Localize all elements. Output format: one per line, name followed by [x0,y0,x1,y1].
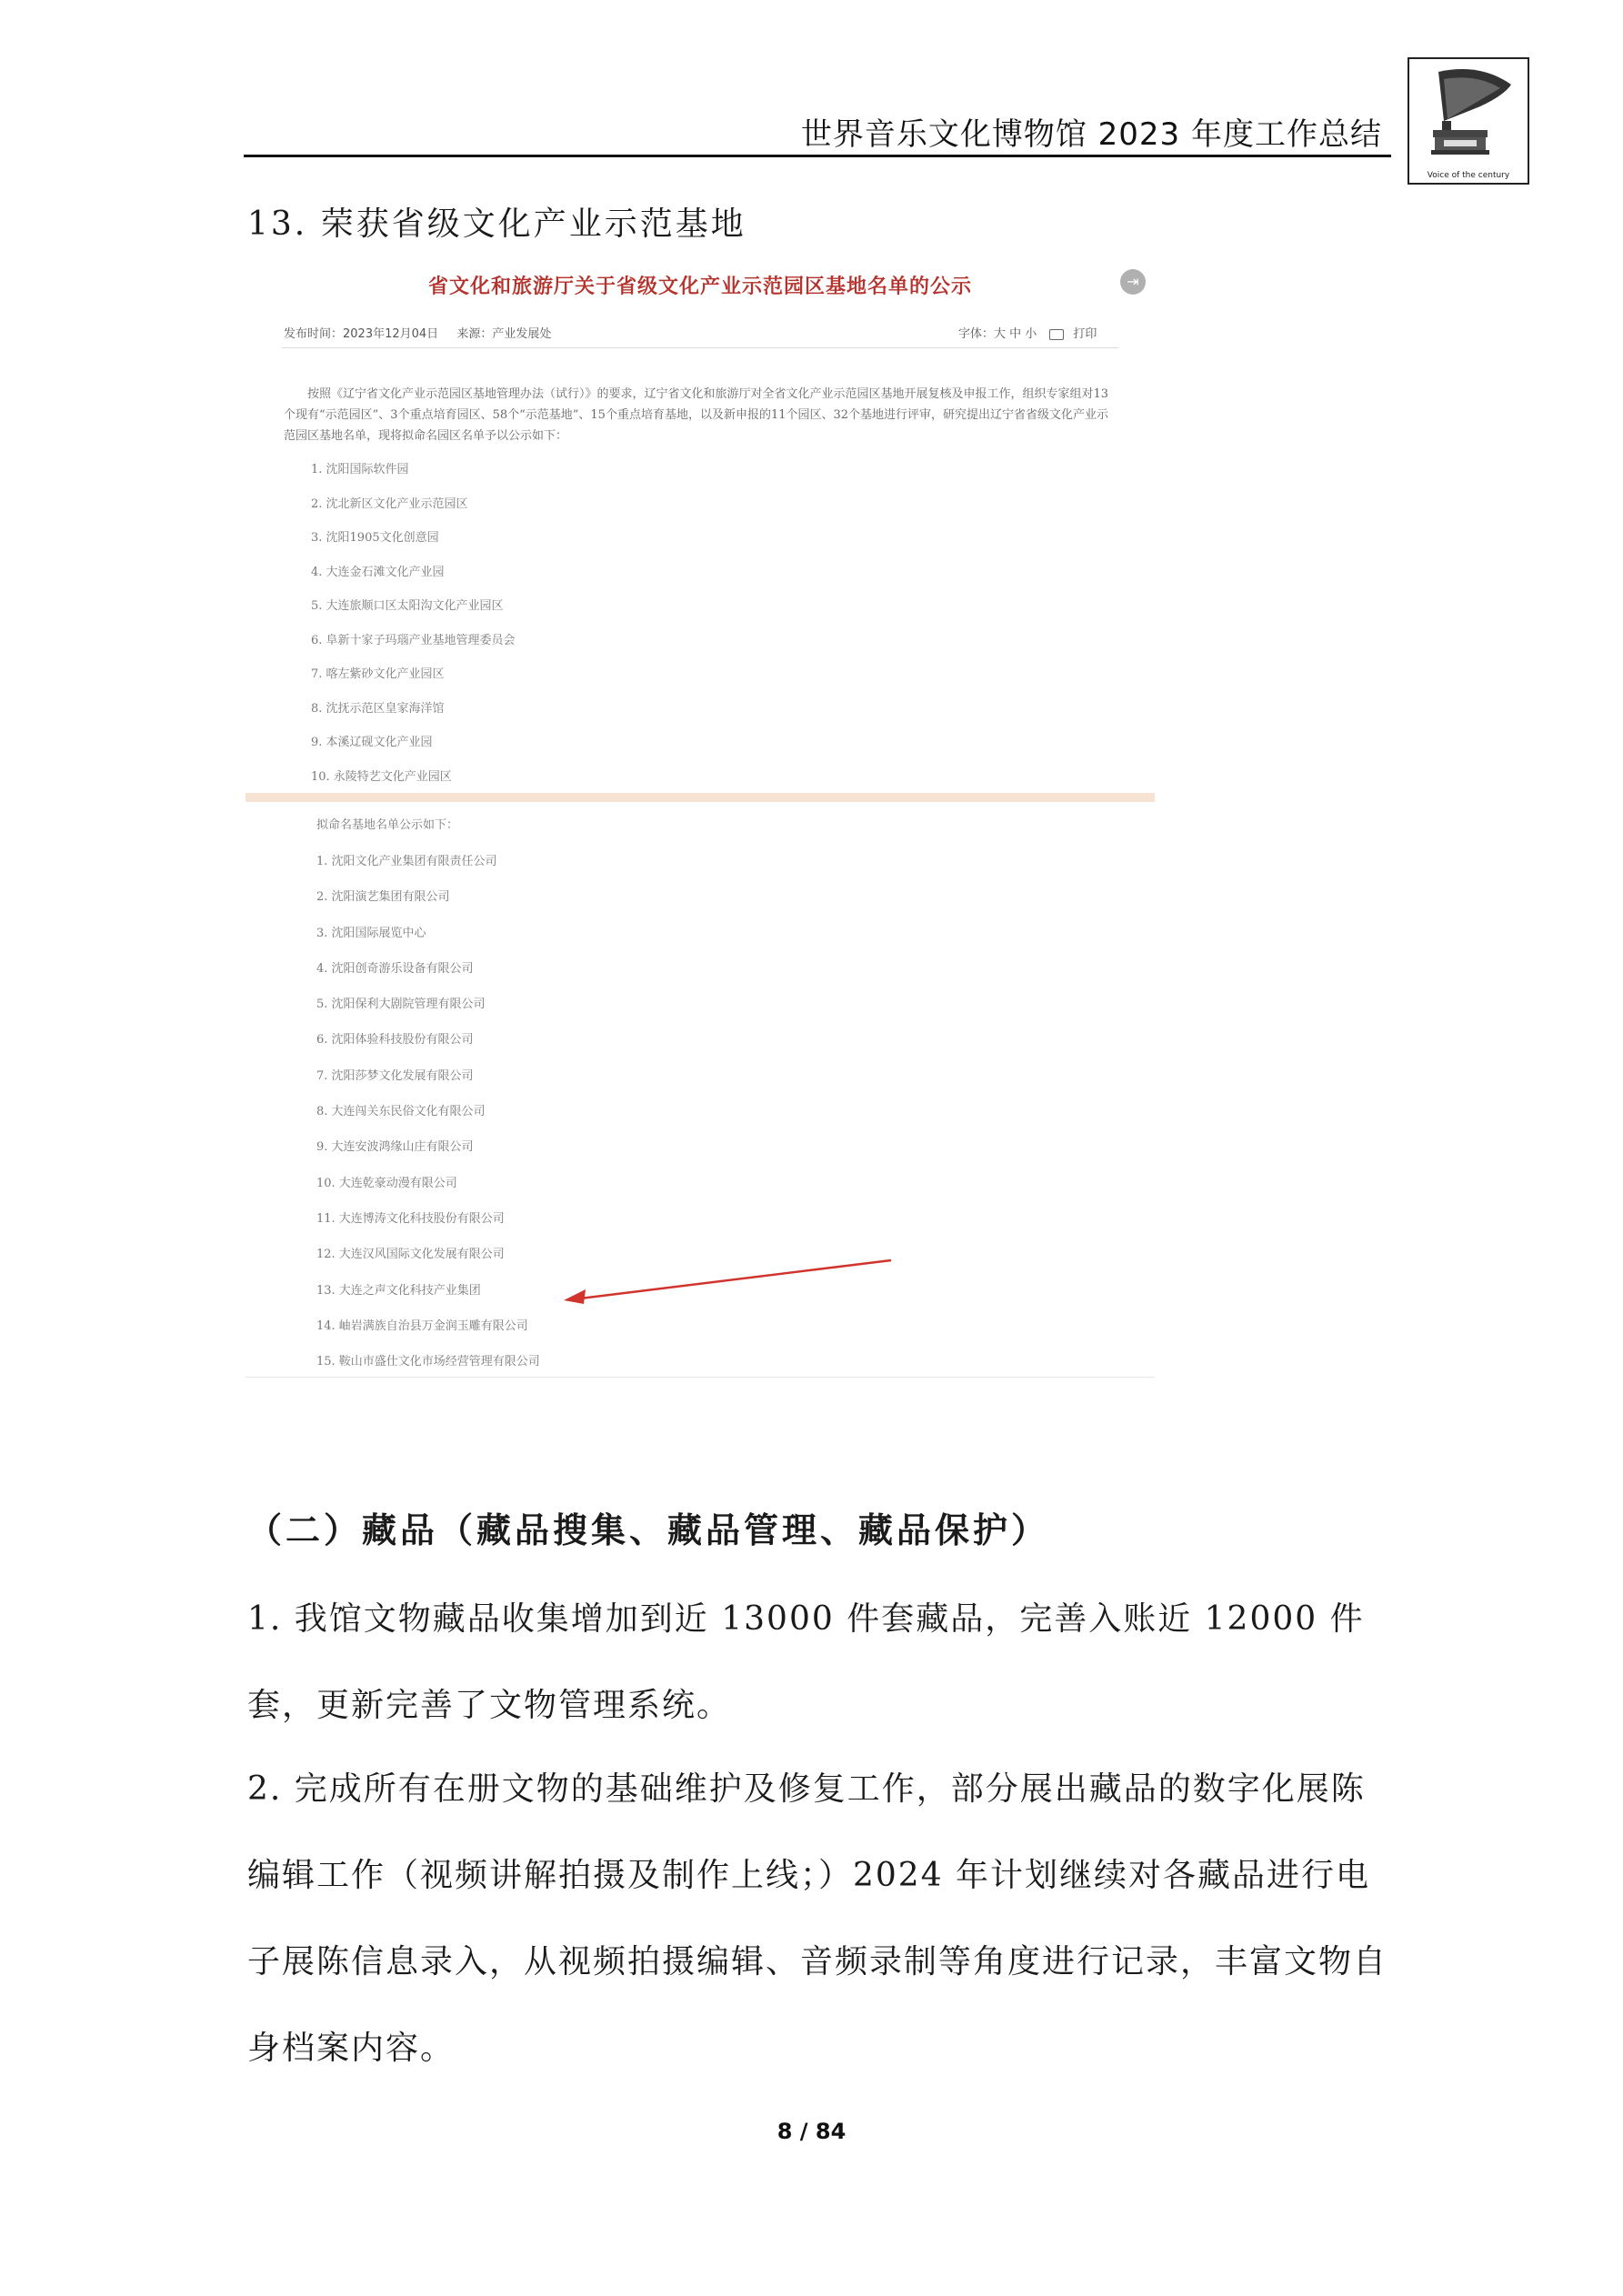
list-item: 10. 大连乾豪动漫有限公司 [316,1176,457,1190]
bases-list [316,844,540,1379]
screenshot-bottom-border [245,1377,1155,1378]
notice-title: 省文化和旅游厅关于省级文化产业示范园区基地名单的公示 [427,275,972,298]
list-item: 9. 本溪辽砚文化产业园 [311,736,433,749]
list-item: 7. 喀左紫砂文化产业园区 [311,667,445,681]
meta-divider [282,347,1118,348]
notice-tools [958,324,1106,341]
list-item: 6. 阜新十家子玛瑙产业基地管理委员会 [311,633,516,647]
list-item: 14. 岫岩满族自治县万金润玉雕有限公司 [316,1318,528,1333]
notice-meta [284,324,566,341]
list-item: 7. 沈阳莎梦文化发展有限公司 [316,1068,474,1083]
list-item: 2. 沈阳演艺集团有限公司 [316,890,450,905]
list-item: 4. 沈阳创奇游乐设备有限公司 [316,961,474,976]
font-size-label: 字体：大 中 小 [958,327,1037,341]
exit-icon: ⇥ [1120,269,1146,295]
notice-intro: 按照《辽宁省文化产业示范园区基地管理办法（试行）》的要求，辽宁省文化和旅游厅对全省文化产业示范园区基地开展复核及申报工作，组织专家组对13个现有“示范园区”、3个重点培育园区、58个“示范基地”、15个重点培育基地，以及新申报的11个园区、32个基地进行评审，研究提出辽宁省省级文化产业示范园区基地名单，现将拟命名园区名单予以公示如下： [284,387,1109,443]
section-heading: （二）藏品（藏品搜集、藏品管理、藏品保护） [247,1510,1050,1550]
logo-caption: Voice of the century [1427,171,1510,180]
bases-intro: 拟命名基地名单公示如下： [316,818,459,832]
list-item: 15. 鞍山市盛仕文化市场经营管理有限公司 [316,1355,540,1369]
item-13-heading: 13. 荣获省级文化产业示范基地 [247,206,746,243]
list-item: 1. 沈阳国际软件园 [311,463,409,476]
list-item: 5. 大连旅顺口区太阳沟文化产业园区 [311,599,504,613]
list-item: 4. 大连金石滩文化产业园 [311,565,445,579]
list-item: 8. 沈抚示范区皇家海洋馆 [311,701,445,716]
list-item: 8. 大连闯关东民俗文化有限公司 [316,1105,486,1119]
parks-list [311,453,516,794]
header-rule [244,155,1391,157]
list-item: 3. 沈阳1905文化创意园 [311,531,439,545]
list-item: 1. 沈阳文化产业集团有限责任公司 [316,855,497,868]
list-item: 2. 沈北新区文化产业示范园区 [311,496,468,511]
section-band [245,793,1155,802]
print-label: 打印 [1073,327,1097,341]
notice-source: 来源：产业发展处 [456,327,552,341]
publish-time: 发布时间：2023年12月04日 [284,327,439,341]
header-title: 世界音乐文化博物馆 2023 年度工作总结 [800,116,1382,153]
list-item-highlighted: 13. 大连之声文化科技产业集团 [316,1283,481,1298]
list-item: 3. 沈阳国际展览中心 [316,926,426,940]
list-item: 9. 大连安波鸿缘山庄有限公司 [316,1140,474,1155]
gramophone-icon [1417,65,1518,163]
museum-logo [1408,57,1529,185]
list-item: 12. 大连汉风国际文化发展有限公司 [316,1248,505,1262]
list-item: 5. 沈阳保利大剧院管理有限公司 [316,998,486,1012]
red-arrow-icon [555,1257,900,1311]
print-icon [1049,329,1064,340]
list-item: 11. 大连博涛文化科技股份有限公司 [316,1211,505,1226]
list-item: 10. 永陵特艺文化产业园区 [311,769,452,784]
paragraph-1: 1. 我馆文物藏品收集增加到近 13000 件套藏品，完善入账近 12000 件套，更新完善了文物管理系统。 [247,1600,1365,1724]
paragraph-2: 2. 完成所有在册文物的基础维护及修复工作，部分展出藏品的数字化展陈编辑工作（视频讲解拍摄及制作上线；）2024 年计划继续对各藏品进行电子展陈信息录入，从视频拍摄编辑、音频录制等角度进行记录，丰富文物自身档案内容。 [247,1770,1388,2067]
page-number: 8 / 84 [776,2119,847,2144]
list-item: 6. 沈阳体验科技股份有限公司 [316,1033,474,1048]
notice-screenshot [245,256,1155,1384]
